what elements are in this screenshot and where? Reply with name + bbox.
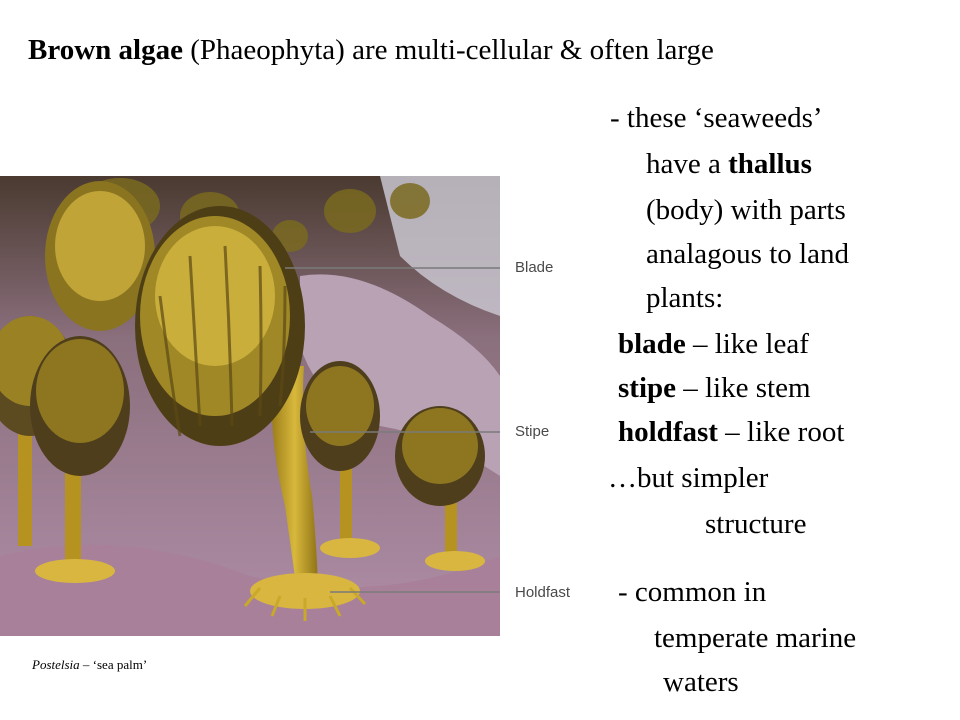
but-line1: …but simpler xyxy=(608,462,769,494)
caption-text: – ‘sea palm’ xyxy=(79,657,148,672)
sea-palm-illustration xyxy=(0,176,500,636)
photo-caption xyxy=(32,657,147,673)
part-stipe-desc: – like stem xyxy=(676,372,811,404)
bullet1-line4: analagous to land xyxy=(646,238,849,270)
part-blade xyxy=(618,330,809,359)
bullet2-line3: waters xyxy=(663,666,739,698)
but-line2: structure xyxy=(705,508,807,540)
part-blade-desc: – like leaf xyxy=(685,328,809,360)
bullet1-line5: plants: xyxy=(646,282,724,314)
stipe-label: Stipe xyxy=(515,423,550,440)
caption-genus: Postelsia xyxy=(32,657,80,672)
part-holdfast-term: holdfast xyxy=(618,416,718,448)
title-term: Brown algae xyxy=(28,34,183,66)
blade-label: Blade xyxy=(515,259,554,276)
part-blade-term: blade xyxy=(618,328,686,360)
bullet1-line2-text: have a xyxy=(646,148,729,180)
part-stipe xyxy=(618,374,811,403)
bullet1-line1: - these ‘seaweeds’ xyxy=(610,102,823,134)
part-stipe-term: stipe xyxy=(618,372,676,404)
bullet1-line3: (body) with parts xyxy=(646,194,846,226)
bullet1-line2 xyxy=(646,150,812,179)
bullet2-line1: - common in xyxy=(618,576,767,608)
sea-palm-photo xyxy=(0,176,500,636)
part-holdfast xyxy=(618,418,844,447)
holdfast-label: Holdfast xyxy=(515,584,571,601)
bullet2-line2: temperate marine xyxy=(654,622,857,654)
part-holdfast-desc: – like root xyxy=(717,416,845,448)
title-text: (Phaeophyta) are multi-cellular & often large xyxy=(182,34,714,66)
slide-title xyxy=(28,34,714,67)
thallus-term: thallus xyxy=(728,148,812,180)
